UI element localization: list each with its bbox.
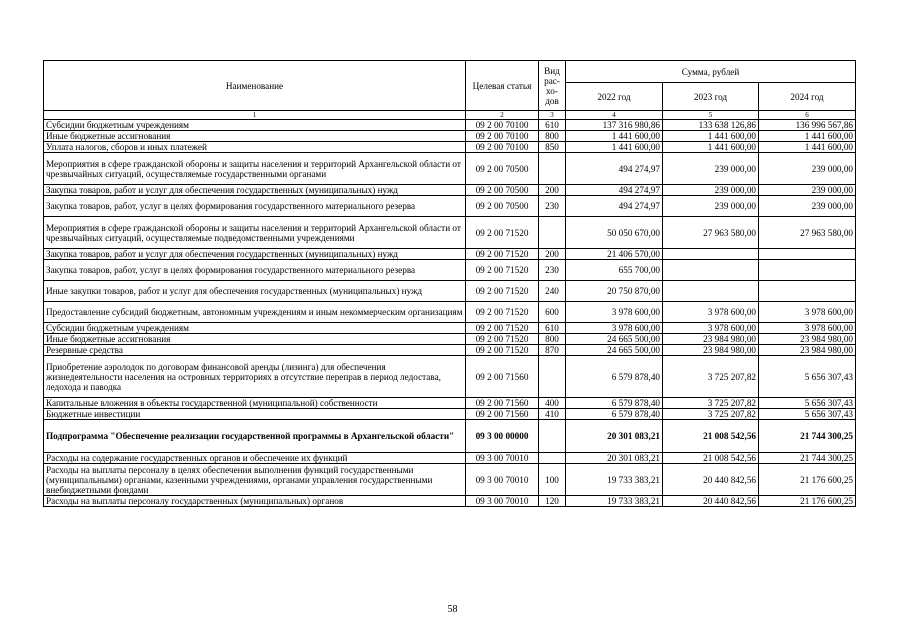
row-sum-2024: 21 744 300,25 (759, 420, 856, 453)
row-expense-kind: 850 (539, 142, 566, 153)
table-row (44, 185, 856, 196)
row-name: Закупка товаров, работ и услуг для обеспечения государственных (муниципальных) нужд (44, 249, 466, 260)
row-name: Бюджетные инвестиции (44, 409, 466, 420)
row-target-code: 09 2 00 70100 (466, 131, 539, 142)
row-name: Иные бюджетные ассигнования (44, 131, 466, 142)
header-expense-kind: Вид рас- хо- дов (539, 61, 566, 111)
row-sum-2024: 239 000,00 (759, 153, 856, 185)
row-expense-kind: 800 (539, 334, 566, 345)
row-sum-2023: 21 008 542,56 (663, 453, 759, 464)
table-row (44, 345, 856, 356)
row-expense-kind (539, 153, 566, 185)
header-year-2022: 2022 год (566, 83, 663, 111)
row-target-code: 09 2 00 70100 (466, 120, 539, 131)
row-expense-kind: 240 (539, 281, 566, 302)
row-sum-2023: 239 000,00 (663, 185, 759, 196)
header-sum: Сумма, рублей (566, 61, 856, 83)
table-row (44, 323, 856, 334)
row-sum-2022: 21 406 570,00 (566, 249, 663, 260)
table-row (44, 496, 856, 507)
row-target-code: 09 2 00 70500 (466, 196, 539, 217)
row-sum-2023: 239 000,00 (663, 196, 759, 217)
table-row (44, 356, 856, 398)
row-sum-2024: 3 978 600,00 (759, 302, 856, 323)
row-sum-2022: 19 733 383,21 (566, 496, 663, 507)
row-target-code: 09 2 00 71520 (466, 302, 539, 323)
row-sum-2023 (663, 281, 759, 302)
row-sum-2022: 6 579 878,40 (566, 398, 663, 409)
row-expense-kind: 610 (539, 323, 566, 334)
row-target-code: 09 2 00 71520 (466, 323, 539, 334)
row-sum-2024: 3 978 600,00 (759, 323, 856, 334)
row-name: Субсидии бюджетным учреждениям (44, 120, 466, 131)
row-expense-kind: 800 (539, 131, 566, 142)
table-row (44, 281, 856, 302)
row-sum-2022: 3 978 600,00 (566, 323, 663, 334)
row-target-code: 09 3 00 00000 (466, 420, 539, 453)
row-sum-2023: 3 725 207,82 (663, 356, 759, 398)
row-sum-2024 (759, 249, 856, 260)
row-sum-2024: 23 984 980,00 (759, 345, 856, 356)
row-target-code: 09 3 00 70010 (466, 496, 539, 507)
row-sum-2024: 239 000,00 (759, 185, 856, 196)
row-sum-2024: 5 656 307,43 (759, 356, 856, 398)
row-target-code: 09 2 00 70100 (466, 142, 539, 153)
row-expense-kind: 870 (539, 345, 566, 356)
row-sum-2023: 3 725 207,82 (663, 409, 759, 420)
row-sum-2023: 1 441 600,00 (663, 142, 759, 153)
row-sum-2024: 23 984 980,00 (759, 334, 856, 345)
row-expense-kind: 230 (539, 196, 566, 217)
row-sum-2022: 655 700,00 (566, 260, 663, 281)
row-name: Иные бюджетные ассигнования (44, 334, 466, 345)
row-sum-2022: 3 978 600,00 (566, 302, 663, 323)
table-row (44, 464, 856, 496)
row-name: Закупка товаров, работ и услуг для обеспечения государственных (муниципальных) нужд (44, 185, 466, 196)
row-target-code: 09 2 00 71560 (466, 398, 539, 409)
row-name: Субсидии бюджетным учреждениям (44, 323, 466, 334)
row-sum-2022: 20 750 870,00 (566, 281, 663, 302)
row-sum-2023: 3 725 207,82 (663, 398, 759, 409)
page-number: 58 (447, 604, 458, 615)
row-expense-kind: 230 (539, 260, 566, 281)
row-sum-2024: 21 744 300,25 (759, 453, 856, 464)
row-target-code: 09 2 00 71560 (466, 409, 539, 420)
row-sum-2022: 19 733 383,21 (566, 464, 663, 496)
row-sum-2022: 20 301 083,21 (566, 420, 663, 453)
row-sum-2023: 239 000,00 (663, 153, 759, 185)
row-name: Иные закупки товаров, работ и услуг для обеспечения государственных (муниципальных) нужд (44, 281, 466, 302)
row-sum-2024: 1 441 600,00 (759, 142, 856, 153)
row-name: Уплата налогов, сборов и иных платежей (44, 142, 466, 153)
row-sum-2024: 5 656 307,43 (759, 398, 856, 409)
row-sum-2024: 136 996 567,86 (759, 120, 856, 131)
row-expense-kind (539, 453, 566, 464)
row-sum-2024: 239 000,00 (759, 196, 856, 217)
header-year-2023: 2023 год (663, 83, 759, 111)
row-sum-2022: 24 665 500,00 (566, 334, 663, 345)
row-sum-2022: 137 316 980,86 (566, 120, 663, 131)
row-target-code: 09 2 00 71520 (466, 217, 539, 249)
row-expense-kind: 200 (539, 249, 566, 260)
table-row (44, 420, 856, 453)
row-sum-2022: 494 274,97 (566, 196, 663, 217)
row-target-code: 09 3 00 70010 (466, 453, 539, 464)
row-expense-kind: 100 (539, 464, 566, 496)
row-expense-kind: 200 (539, 185, 566, 196)
row-name: Расходы на выплаты персоналу государственных (муниципальных) органов (44, 496, 466, 507)
row-name: Мероприятия в сфере гражданской обороны и защиты населения и территорий Архангельской области от чрезвычайных ситуаций, осуществляемые государственными органами (44, 153, 466, 185)
row-expense-kind: 610 (539, 120, 566, 131)
row-sum-2022: 6 579 878,40 (566, 409, 663, 420)
row-sum-2022: 6 579 878,40 (566, 356, 663, 398)
row-name: Мероприятия в сфере гражданской обороны и защиты населения и территорий Архангельской области от чрезвычайных ситуаций, осуществляемые подведомственными учреждениями (44, 217, 466, 249)
row-sum-2022: 1 441 600,00 (566, 142, 663, 153)
row-sum-2024: 21 176 600,25 (759, 496, 856, 507)
header-name: Наименование (44, 61, 466, 111)
row-sum-2023: 23 984 980,00 (663, 345, 759, 356)
row-sum-2024: 27 963 580,00 (759, 217, 856, 249)
row-name: Предоставление субсидий бюджетным, автономным учреждениям и иным некоммерческим организациям (44, 302, 466, 323)
column-index-row: 1 2 3 4 5 6 (44, 111, 856, 120)
table-row (44, 453, 856, 464)
row-sum-2022: 494 274,97 (566, 185, 663, 196)
row-expense-kind: 400 (539, 398, 566, 409)
row-sum-2022: 20 301 083,21 (566, 453, 663, 464)
row-name: Резервные средства (44, 345, 466, 356)
row-sum-2023: 23 984 980,00 (663, 334, 759, 345)
row-expense-kind (539, 420, 566, 453)
table-row (44, 153, 856, 185)
row-name: Расходы на выплаты персоналу в целях обеспечения выполнения функций государственными (муниципальными) органами, казенными учреждениями, органами управления государственными внебюджетными фондами (44, 464, 466, 496)
row-expense-kind (539, 356, 566, 398)
row-sum-2022: 50 050 670,00 (566, 217, 663, 249)
row-sum-2024: 5 656 307,43 (759, 409, 856, 420)
row-expense-kind: 120 (539, 496, 566, 507)
row-sum-2024: 1 441 600,00 (759, 131, 856, 142)
table-row (44, 249, 856, 260)
table-row (44, 334, 856, 345)
header-year-2024: 2024 год (759, 83, 856, 111)
row-sum-2023: 20 440 842,56 (663, 464, 759, 496)
row-sum-2023 (663, 249, 759, 260)
row-expense-kind (539, 217, 566, 249)
table-row (44, 398, 856, 409)
row-name: Закупка товаров, работ, услуг в целях формирования государственного материального резерва (44, 196, 466, 217)
row-sum-2022: 24 665 500,00 (566, 345, 663, 356)
table-row (44, 217, 856, 249)
row-sum-2024: 21 176 600,25 (759, 464, 856, 496)
table-row (44, 409, 856, 420)
row-sum-2023: 1 441 600,00 (663, 131, 759, 142)
table-row (44, 131, 856, 142)
row-sum-2023: 21 008 542,56 (663, 420, 759, 453)
table-row (44, 260, 856, 281)
header-target-article: Целевая статья (466, 61, 539, 111)
row-sum-2023: 20 440 842,56 (663, 496, 759, 507)
row-target-code: 09 2 00 71520 (466, 281, 539, 302)
row-sum-2022: 494 274,97 (566, 153, 663, 185)
row-name: Капитальные вложения в объекты государственной (муниципальной) собственности (44, 398, 466, 409)
row-target-code: 09 2 00 71520 (466, 249, 539, 260)
row-target-code: 09 2 00 71520 (466, 345, 539, 356)
row-expense-kind: 410 (539, 409, 566, 420)
row-sum-2023: 3 978 600,00 (663, 323, 759, 334)
row-sum-2024 (759, 260, 856, 281)
row-sum-2023: 133 638 126,86 (663, 120, 759, 131)
row-name: Расходы на содержание государственных органов и обеспечение их функций (44, 453, 466, 464)
row-target-code: 09 2 00 71520 (466, 260, 539, 281)
row-target-code: 09 2 00 70500 (466, 185, 539, 196)
row-target-code: 09 2 00 71520 (466, 334, 539, 345)
budget-table (43, 60, 856, 507)
table-row (44, 302, 856, 323)
row-target-code: 09 2 00 70500 (466, 153, 539, 185)
row-name: Приобретение аэролодок по договорам финансовой аренды (лизинга) для обеспечения жизнедеятельности населения на островных территориях в отсутствие переправ в период ледостава, ледохода и паводка (44, 356, 466, 398)
row-target-code: 09 3 00 70010 (466, 464, 539, 496)
table-row (44, 120, 856, 131)
row-sum-2024 (759, 281, 856, 302)
row-name: Подпрограмма "Обеспечение реализации государственной программы в Архангельской области" (44, 420, 466, 453)
row-sum-2022: 1 441 600,00 (566, 131, 663, 142)
row-expense-kind: 600 (539, 302, 566, 323)
row-target-code: 09 2 00 71560 (466, 356, 539, 398)
row-sum-2023: 3 978 600,00 (663, 302, 759, 323)
row-name: Закупка товаров, работ, услуг в целях формирования государственного материального резерва (44, 260, 466, 281)
table-row (44, 142, 856, 153)
table-row (44, 196, 856, 217)
row-sum-2023 (663, 260, 759, 281)
row-sum-2023: 27 963 580,00 (663, 217, 759, 249)
